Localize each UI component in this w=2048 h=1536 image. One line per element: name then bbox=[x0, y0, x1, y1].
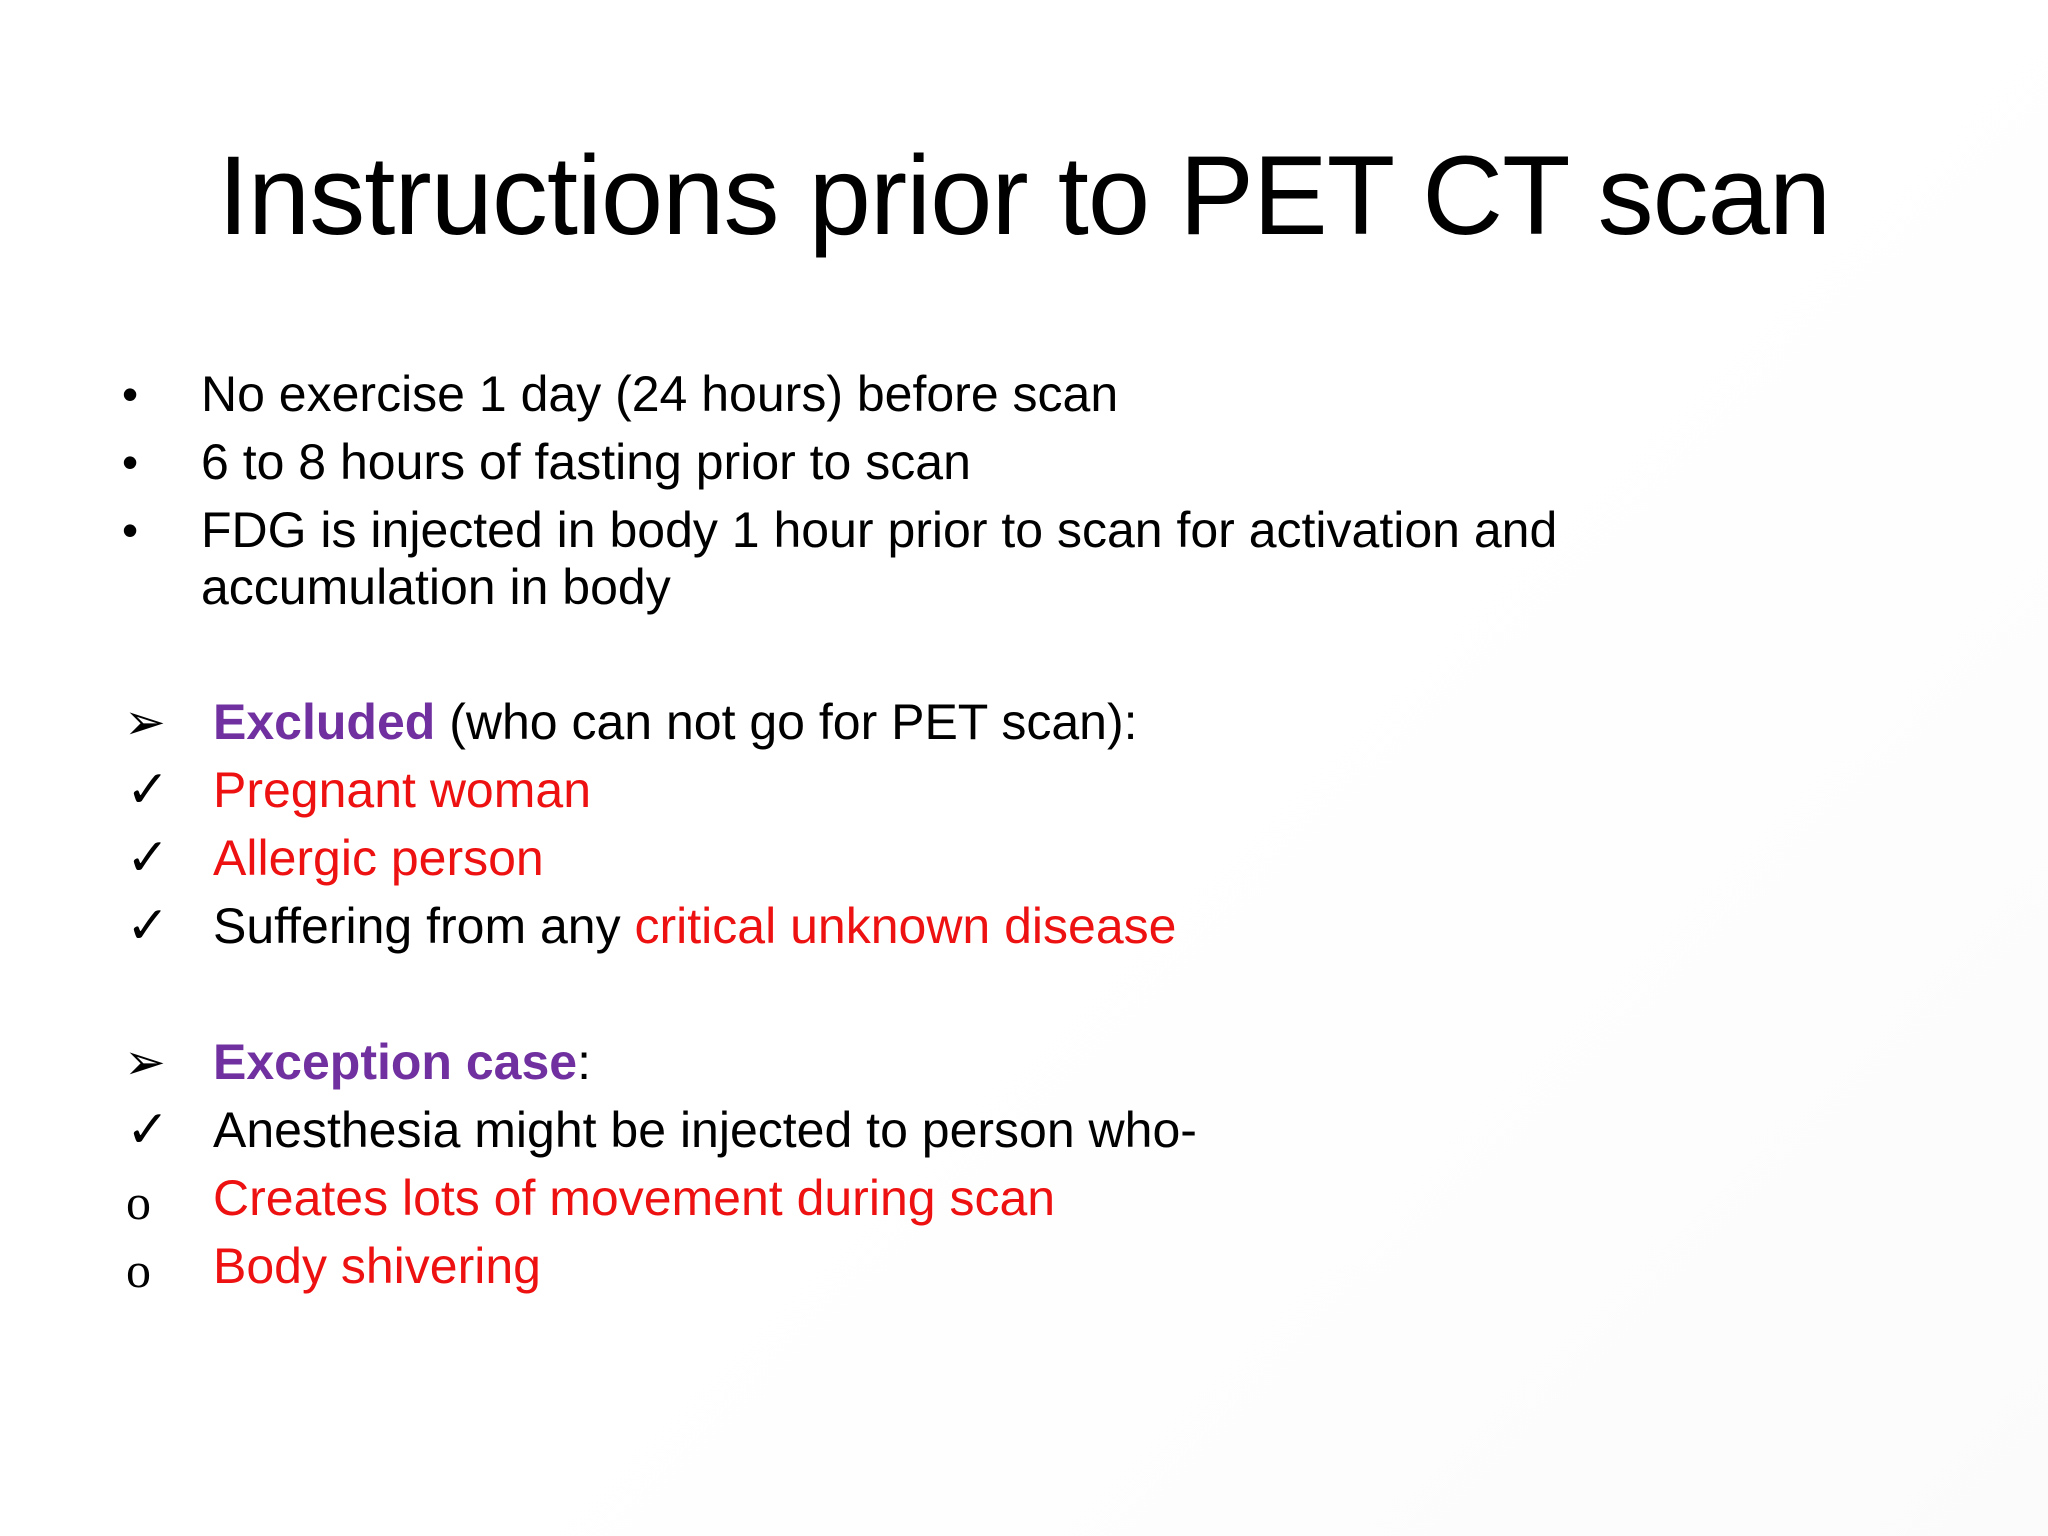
exception-heading bbox=[213, 1032, 591, 1092]
exception-label: Exception case bbox=[213, 1034, 578, 1090]
bullet-icon: • bbox=[122, 368, 139, 420]
instruction-text-line2: accumulation in body bbox=[201, 559, 671, 615]
checkmark-icon: ✓ bbox=[126, 1101, 170, 1159]
excluded-heading bbox=[213, 692, 1138, 752]
exception-intro-text: Anesthesia might be injected to person who- bbox=[213, 1102, 1197, 1158]
excluded-item-text bbox=[213, 896, 1176, 956]
bullet-icon: • bbox=[122, 504, 139, 556]
excluded-item-text: Allergic person bbox=[213, 830, 544, 886]
excluded-description: (who can not go for PET scan): bbox=[435, 694, 1138, 750]
arrow-bullet-icon: ➢ bbox=[124, 694, 166, 750]
exception-item-text: Body shivering bbox=[213, 1238, 541, 1294]
instruction-text: 6 to 8 hours of fasting prior to scan bbox=[201, 434, 971, 490]
arrow-bullet-icon: ➢ bbox=[124, 1034, 166, 1090]
checkmark-icon: ✓ bbox=[126, 761, 170, 819]
excluded-item-prefix: Suffering from any bbox=[213, 898, 635, 954]
excluded-item-highlight: critical unknown disease bbox=[634, 898, 1177, 954]
exception-item-text: Creates lots of movement during scan bbox=[213, 1170, 1056, 1226]
circle-bullet-icon: o bbox=[126, 1242, 151, 1298]
checkmark-icon: ✓ bbox=[126, 897, 170, 955]
excluded-item-text: Pregnant woman bbox=[213, 762, 592, 818]
excluded-label: Excluded bbox=[213, 694, 436, 750]
checkmark-icon: ✓ bbox=[126, 829, 170, 887]
exception-colon: : bbox=[577, 1034, 591, 1090]
slide-title: Instructions prior to PET CT scan bbox=[217, 133, 1831, 258]
circle-bullet-icon: o bbox=[126, 1174, 151, 1230]
instruction-text: No exercise 1 day (24 hours) before scan bbox=[201, 366, 1119, 422]
instruction-text-line1: FDG is injected in body 1 hour prior to scan for activation and bbox=[201, 502, 1558, 558]
bullet-icon: • bbox=[122, 436, 139, 488]
